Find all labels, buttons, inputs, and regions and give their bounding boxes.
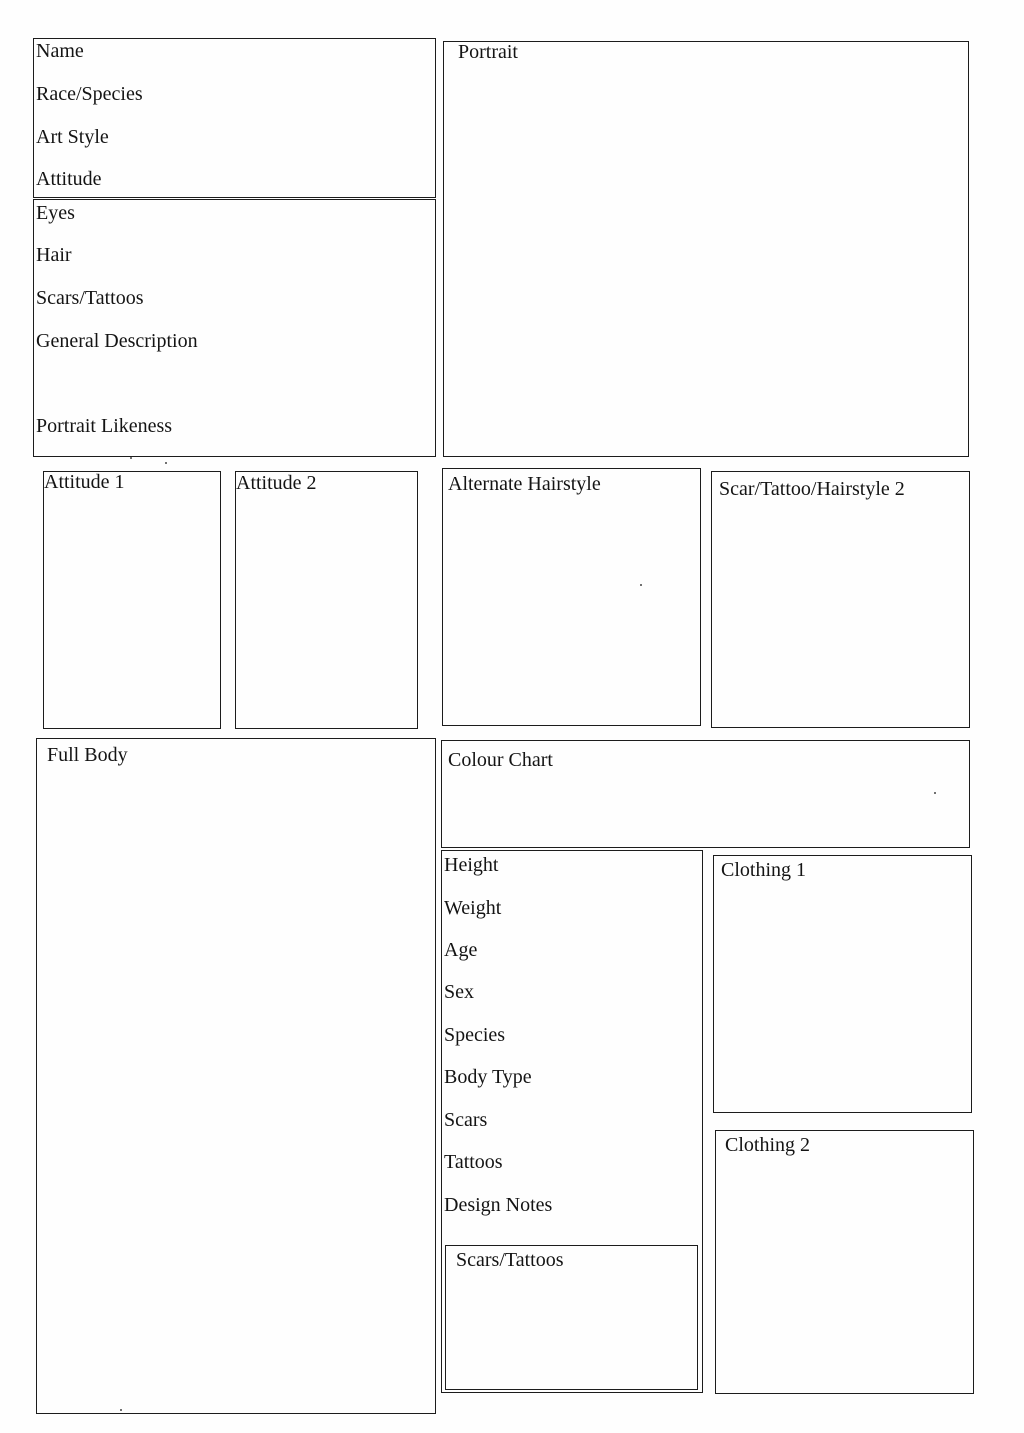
full-body-label: Full Body	[47, 744, 128, 766]
alternate-hairstyle-label: Alternate Hairstyle	[448, 473, 601, 495]
attitude-1-box	[43, 471, 221, 729]
stats-box	[441, 850, 703, 1393]
species-label: Species	[444, 1024, 506, 1046]
scan-speck	[165, 462, 167, 464]
portrait-likeness-label: Portrait Likeness	[36, 415, 173, 437]
general-description-label: General Description	[36, 330, 198, 352]
art-style-label: Art Style	[36, 126, 109, 148]
attitude-1-label: Attitude 1	[44, 471, 125, 493]
design-notes-label: Design Notes	[444, 1194, 553, 1216]
name-label: Name	[36, 40, 84, 62]
tattoos-label: Tattoos	[444, 1151, 503, 1173]
age-label: Age	[444, 939, 478, 961]
scar-tattoo-hairstyle-2-box	[711, 471, 970, 728]
body-type-label: Body Type	[444, 1066, 532, 1088]
alternate-hairstyle-box	[442, 468, 701, 726]
appearance-box	[33, 199, 436, 457]
scan-speck	[120, 1409, 122, 1411]
identity-box	[33, 38, 436, 198]
full-body-box	[36, 738, 436, 1414]
eyes-label: Eyes	[36, 202, 75, 224]
height-label: Height	[444, 854, 499, 876]
portrait-label: Portrait	[458, 41, 518, 63]
clothing-2-label: Clothing 2	[725, 1134, 811, 1156]
clothing-1-box	[713, 855, 972, 1113]
scan-speck	[130, 457, 132, 459]
portrait-box	[443, 41, 969, 457]
weight-label: Weight	[444, 897, 502, 919]
colour-chart-label: Colour Chart	[448, 749, 553, 771]
scars-tattoos-label: Scars/Tattoos	[36, 287, 144, 309]
attitude-2-box	[235, 471, 418, 729]
race-species-label: Race/Species	[36, 83, 143, 105]
scars-tattoos-box-label: Scars/Tattoos	[456, 1249, 564, 1271]
scars-tattoos-box	[445, 1245, 698, 1390]
scars-label: Scars	[444, 1109, 488, 1131]
colour-chart-box	[441, 740, 970, 848]
attitude-label: Attitude	[36, 168, 102, 190]
hair-label: Hair	[36, 244, 72, 266]
clothing-2-box	[715, 1130, 974, 1394]
clothing-1-label: Clothing 1	[721, 859, 807, 881]
scan-speck	[934, 792, 936, 794]
attitude-2-label: Attitude 2	[236, 472, 317, 494]
scar-tattoo-hairstyle-2-label: Scar/Tattoo/Hairstyle 2	[719, 478, 905, 500]
scan-speck	[640, 584, 642, 586]
sex-label: Sex	[444, 981, 474, 1003]
